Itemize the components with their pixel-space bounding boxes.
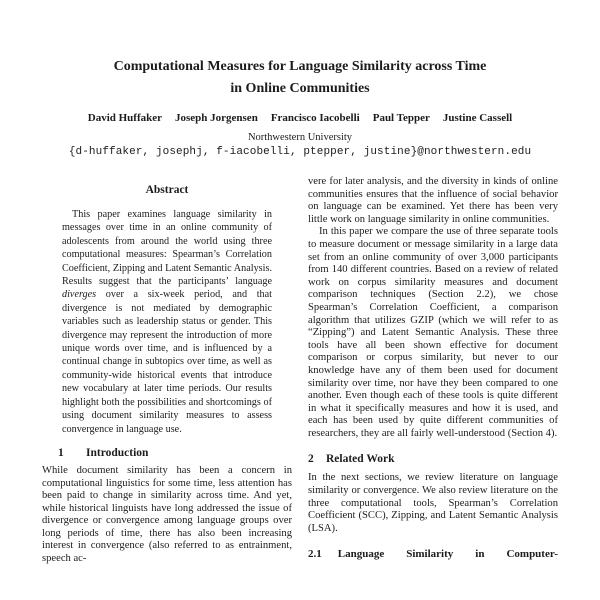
- section-2-title: Related Work: [326, 453, 395, 466]
- title-line-2: in Online Communities: [230, 81, 370, 96]
- email-line: {d-huffaker, josephj, f-iacobelli, ptepper, justine}@northwestern.edu: [68, 146, 532, 158]
- right-column-paragraph-1: vere for later analysis, and the diversity in kinds of online communities ensures that the influence of social behavior on language can be examined. Yet there has been very little work on language similarity in online communities.: [308, 176, 558, 225]
- abstract-italic-word: diverges: [62, 289, 97, 301]
- author-name: Joseph Jorgensen: [175, 112, 258, 124]
- section-1-heading: [42, 446, 292, 460]
- author-name: Paul Tepper: [372, 112, 430, 124]
- introduction-paragraph: While document similarity has been a concern in computational linguistics for some time, less attention has been paid to change in similarity across time. And yet, while historical linguists have long addressed the issue of divergence or convergence among language groups over long periods of time, there has also been increasing interest in convergence (also referred to as entrainment, speech ac-: [42, 464, 292, 565]
- related-work-paragraph: In the next sections, we review literature on language similarity or convergence. We also review literature on the three computational tools, Spearman’s Correlation Coefficient (SCC), Zipping, and Latent Semantic Analysis (LSA).: [308, 472, 558, 534]
- paper-title: [0, 56, 600, 100]
- section-1-number: 1: [58, 446, 64, 459]
- author-name: David Huffaker: [87, 112, 162, 124]
- two-column-body: [0, 176, 600, 566]
- right-column: [308, 176, 558, 566]
- title-line-1: Computational Measures for Language Similarity across Time: [113, 59, 487, 74]
- author-name: Francisco Iacobelli: [270, 112, 360, 124]
- paper-header: [0, 0, 600, 158]
- section-2-heading: [308, 452, 558, 466]
- right-column-paragraph-2: In this paper we compare the use of three separate tools to measure document or message similarity in a large data set from an online community of over 3,000 participants from 140 different countries. Based on a review of related work on corpus similarity measures and document comparison techniques (Section 2.2), we chose Spearman’s Correlation Coefficient, a comparison algorithm that utilizes GZIP (which we will refer to as “Zipping”) and Latent Semantic Analysis. These three tools have all been shown effective for document comparison or corpus similarity, but never to our knowledge have any of them been used for document similarity over time, nor have they been compared to one another. Even though each of these tools is quite different in what it specifically measures and how it is used, and each has been used by quite different communities of researchers, they are all fairly well-understood (Section 4).: [308, 226, 558, 439]
- abstract-heading: Abstract: [145, 184, 189, 196]
- section-2-1-heading: [308, 547, 558, 561]
- section-2-number: 2: [308, 453, 314, 466]
- authors-line: [0, 112, 600, 124]
- abstract-text-part1: This paper examines language similarity in messages over time in an online community of adolescents from around the world using three computational measures: Spearman’s Correlation Coefficient, Zipping and Latent Semantic Analysis. Results suggest that the participants’ language: [62, 209, 272, 288]
- author-name: Justine Cassell: [442, 112, 513, 124]
- section-2-1-title: Language Similarity in Computer-: [337, 548, 558, 561]
- affiliation: Northwestern University: [247, 132, 353, 143]
- abstract-text: [62, 208, 272, 436]
- section-2-1-number: 2.1: [308, 548, 322, 561]
- section-1-title: Introduction: [86, 446, 149, 459]
- abstract-text-part2: over a six-week period, and that divergence is not mediated by demographic variables such as leadership status or gender. This divergence may represent the introduction of more unique words over time, and is influenced by a continual change in subtopics over time, as well as community-wide historical events that introduce new vocabulary at later time periods. Our results highlight both the possibilities and shortcomings of using document similarity measures to assess convergence in language use.: [62, 289, 272, 435]
- left-column: [42, 176, 292, 566]
